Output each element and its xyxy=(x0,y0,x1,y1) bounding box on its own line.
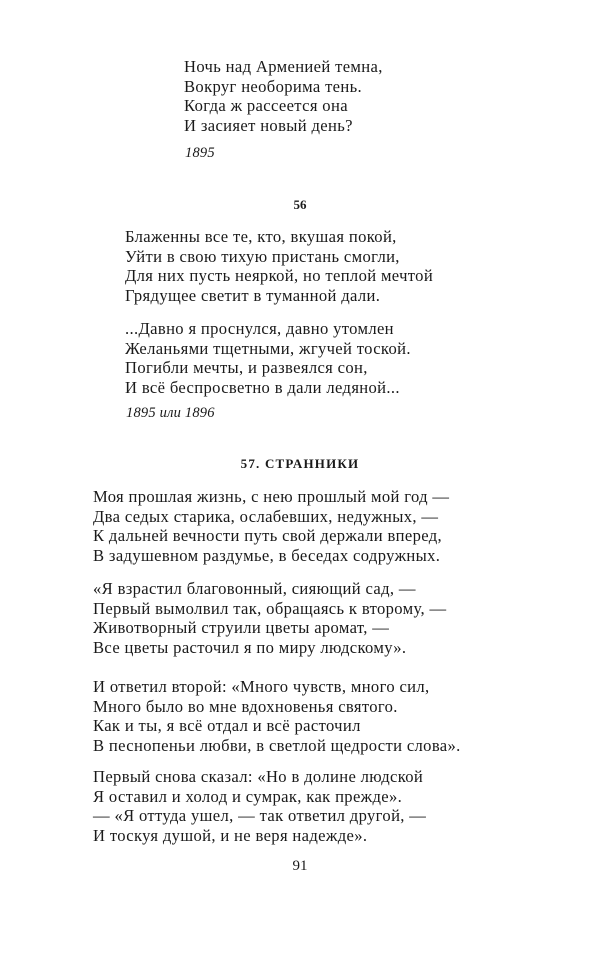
verse-line: И тоскуя душой, и не веря надежде». xyxy=(93,825,368,845)
verse-line: — «Я оттуда ушел, — так ответил другой, — xyxy=(93,806,427,825)
poem-55-date: 1895 xyxy=(185,145,215,161)
verse-line: Первый снова сказал: «Но в долине людской xyxy=(93,767,424,786)
verse-line: Погибли мечты, и развеялся сон, xyxy=(125,358,368,377)
verse-line: Моя прошлая жизнь, с нею прошлый мой год — xyxy=(93,487,450,506)
poem-55-stanza xyxy=(184,57,383,135)
verse-line: В песнопеньи любви, в светлой щедрости слова». xyxy=(93,735,461,755)
verse-line: ...Давно я проснулся, давно утомлен xyxy=(125,319,394,338)
verse-line: Уйти в свою тихую пристань смогли, xyxy=(125,246,400,266)
poem-57-stanza-1 xyxy=(93,487,449,565)
verse-line: Два седых старика, ослабевших, недужных, — xyxy=(93,506,439,526)
verse-line: Много было во мне вдохновенья святого. xyxy=(93,696,398,716)
verse-line: И ответил второй: «Много чувств, много сил, xyxy=(93,677,430,696)
verse-line: И засияет новый день? xyxy=(184,115,353,135)
verse-line: Ночь над Арменией темна, xyxy=(184,57,383,76)
verse-line: Блаженны все те, кто, вкушая покой, xyxy=(125,227,397,246)
poem-56-stanza-1 xyxy=(125,227,433,305)
poem-56-date: 1895 или 1896 xyxy=(126,405,215,421)
verse-line: Грядущее светит в туманной дали. xyxy=(125,285,381,305)
poem-57-stanza-2 xyxy=(93,579,446,657)
verse-line: «Я взрастил благовонный, сияющий сад, — xyxy=(93,579,416,598)
verse-line: К дальней вечности путь свой держали вперед, xyxy=(93,526,443,545)
page-number: 91 xyxy=(292,858,308,874)
poem-56-stanza-2 xyxy=(125,319,411,397)
verse-line: Я оставил и холод и сумрак, как прежде». xyxy=(93,786,403,806)
verse-line: В задушевном раздумье, в беседах содружных. xyxy=(93,545,441,565)
verse-line: Вокруг необорима тень. xyxy=(184,76,363,96)
poem-57-title: 57. СТРАННИКИ xyxy=(240,456,360,471)
poem-56-number: 56 xyxy=(293,197,307,212)
verse-line: Первый вымолвил так, обращаясь к второму, — xyxy=(93,598,447,618)
poem-57-stanza-4 xyxy=(93,767,426,845)
verse-line: И всё беспросветно в дали ледяной... xyxy=(125,377,400,397)
verse-line: Все цветы расточил я по миру людскому». xyxy=(93,637,407,657)
verse-line: Как и ты, я всё отдал и всё расточил xyxy=(93,716,361,735)
verse-line: Животворный струили цветы аромат, — xyxy=(93,618,390,637)
poem-57-stanza-3 xyxy=(93,677,461,755)
verse-line: Для них пусть неяркой, но теплой мечтой xyxy=(125,266,434,285)
verse-line: Желаньями тщетными, жгучей тоской. xyxy=(125,338,411,358)
verse-line: Когда ж рассеется она xyxy=(184,96,348,115)
